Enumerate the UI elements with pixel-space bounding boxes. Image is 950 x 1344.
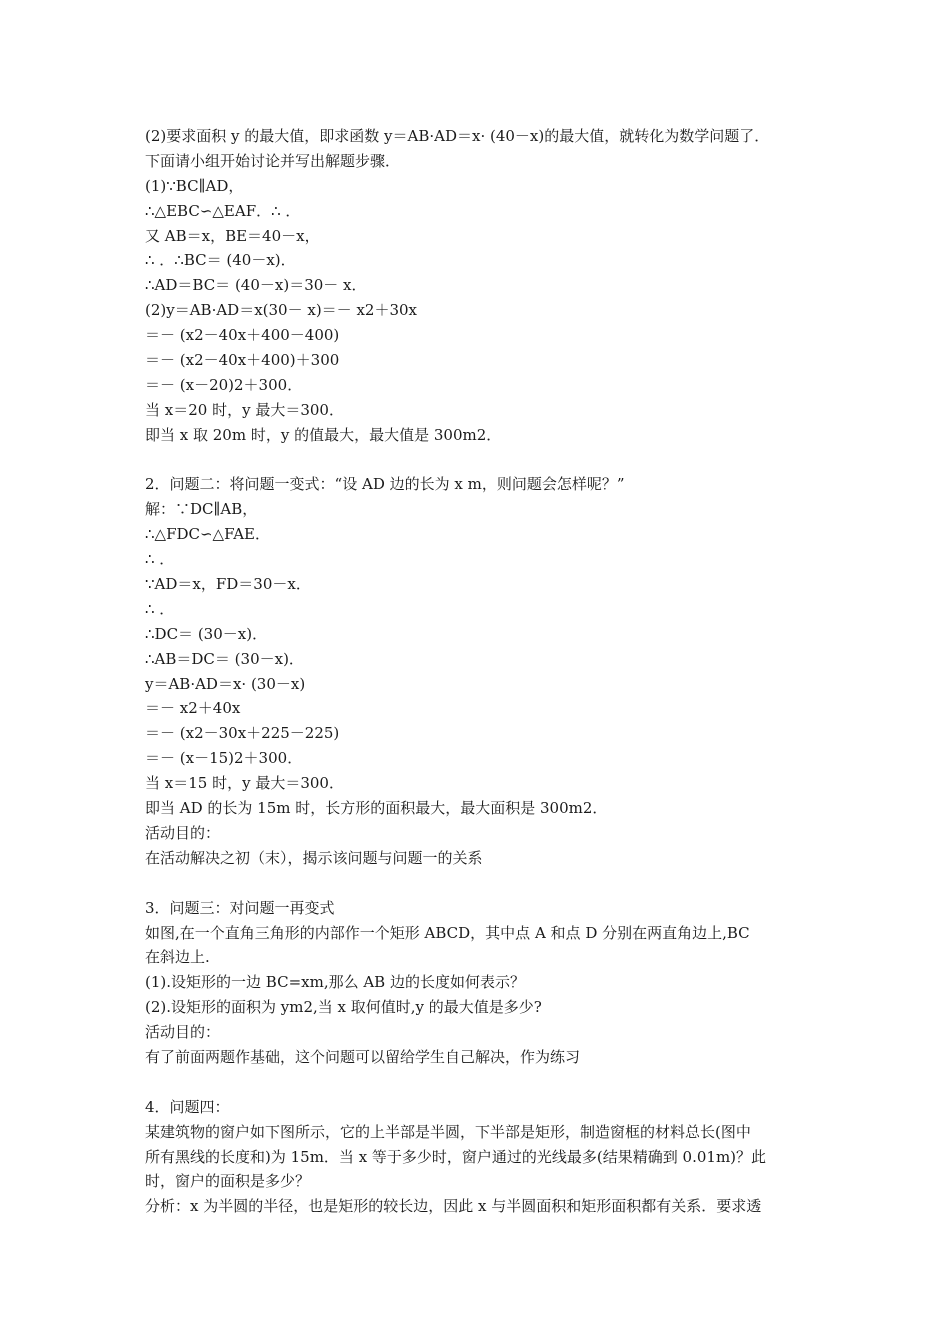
text-line: ∴ ． — [145, 599, 175, 618]
text-line: ∵AD＝x，FD＝30－x． — [145, 575, 311, 594]
text-line: 活动目的： — [145, 1023, 221, 1042]
text-line: 如图,在一个直角三角形的内部作一个矩形 ABCD，其中点 A 和点 D 分别在两直角边上,BC — [145, 923, 750, 942]
text-line: ∴ ．∴BC＝ (40－x)． — [145, 251, 296, 270]
text-line: 2．问题二：将问题一变式：“设 AD 边的长为 x m，则问题会怎样呢？” — [145, 475, 625, 494]
text-line: 即当 AD 的长为 15m 时，长方形的面积最大，最大面积是 300m2． — [145, 799, 608, 818]
text-line: (2)要求面积 y 的最大值，即求函数 y＝AB·AD＝x· (40－x)的最大值，就转化为数学问题了． — [145, 127, 770, 145]
text-line: 当 x＝15 时，y 最大＝300． — [145, 774, 344, 793]
text-line: 有了前面两题作基础，这个问题可以留给学生自己解决，作为练习 — [145, 1047, 581, 1066]
text-line: (2).设矩形的面积为 ym2,当 x 取何值时,y 的最大值是多少? — [145, 998, 542, 1017]
text-line: 时，窗户的面积是多少？ — [145, 1172, 311, 1191]
text-line: ∴DC＝ (30－x)． — [145, 624, 268, 643]
text-line: ＝－ (x－15)2＋300． — [145, 749, 303, 768]
text-line: (2)y＝AB·AD＝x(30－ x)＝－ x2＋30x — [145, 301, 418, 320]
text-line: ∴AD＝BC＝ (40－x)＝30－ x． — [145, 276, 367, 295]
text-line: ∴△EBC∽△EAF．∴ ． — [145, 201, 301, 220]
text-line: 4．问题四： — [145, 1097, 230, 1116]
text-line: 又 AB＝x，BE＝40－x， — [145, 226, 320, 245]
text-line: y＝AB·AD＝x· (30－x) — [145, 674, 306, 693]
text-line: ＝－ (x2－40x＋400)＋300 — [145, 351, 340, 370]
text-line: 活动目的： — [145, 823, 221, 842]
text-line: 某建筑物的窗户如下图所示，它的上半部是半圆，下半部是矩形，制造窗框的材料总长(图中 — [145, 1122, 751, 1141]
text-line: ∴△FDC∽△FAE． — [145, 525, 270, 544]
text-line: 即当 x 取 20m 时，y 的值最大，最大值是 300m2． — [145, 425, 502, 444]
text-line: 下面请小组开始讨论并写出解题步骤． — [145, 151, 401, 170]
text-line: ＝－ x2＋40x — [145, 699, 241, 718]
blank-line — [145, 871, 815, 896]
blank-line — [145, 448, 815, 473]
text-line: 在活动解决之初（末），揭示该问题与问题一的关系 — [145, 848, 483, 867]
text-line: 当 x＝20 时，y 最大＝300． — [145, 400, 344, 419]
text-line: ＝－ (x2－30x＋225－225) — [145, 724, 340, 743]
text-line: ＝－ (x－20)2＋300． — [145, 375, 303, 394]
text-line: 解：∵DC∥AB， — [145, 500, 258, 519]
text-line: ＝－ (x2－40x＋400－400) — [145, 326, 340, 345]
text-line: ∴ ． — [145, 550, 175, 569]
text-line: 在斜边上. — [145, 948, 210, 967]
text-line: (1).设矩形的一边 BC=xm,那么 AB 边的长度如何表示？ — [145, 973, 525, 992]
text-line: 所有黑线的长度和)为 15m．当 x 等于多少时，窗户通过的光线最多(结果精确到 0.01m)？此 — [145, 1147, 767, 1166]
text-line: ∴AB＝DC＝ (30－x)． — [145, 649, 304, 668]
text-line: 分析：x 为半圆的半径，也是矩形的较长边，因此 x 与半圆面积和矩形面积都有关系．要求透 — [145, 1197, 762, 1216]
blank-line — [145, 1070, 815, 1095]
text-line: (1)∵BC∥AD， — [145, 176, 244, 195]
document-page — [145, 124, 815, 1219]
text-line: 3．问题三：对问题一再变式 — [145, 898, 335, 917]
